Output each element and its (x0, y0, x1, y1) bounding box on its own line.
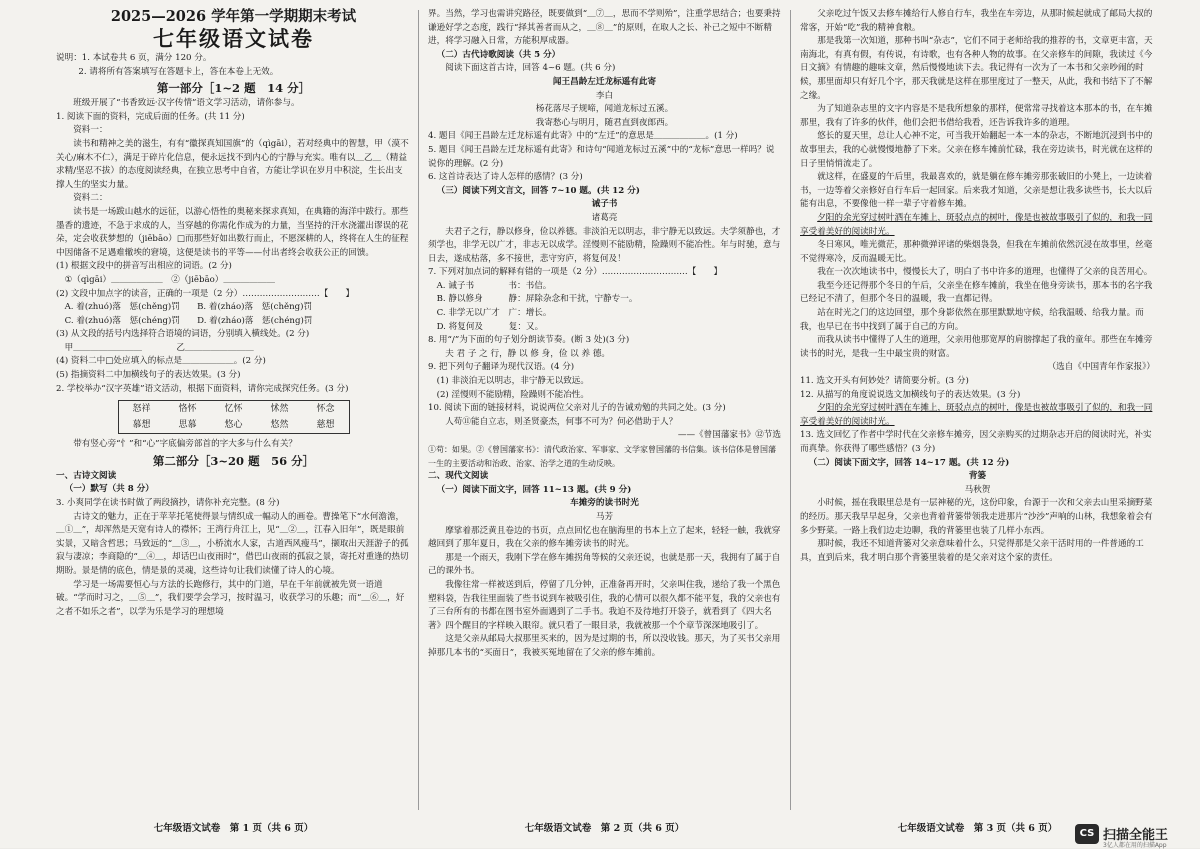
page-footer: 七年级语文试卷 第 2 页（共 6 页） (524, 823, 685, 834)
character-cell: 恪怀 (178, 404, 197, 415)
subsection-heading: （三）阅读下列文言文，回答 7~10 题。(共 12 分) (436, 185, 640, 196)
task-1-blanks: ①（qìgāi）＿＿＿＿＿＿ ②（jiēbāo）＿＿＿＿＿＿ (64, 274, 275, 285)
question-8-sentence: 夫 君 子 之 行，静 以 修 身，俭 以 养 德。 (445, 348, 611, 359)
page-footer: 七年级语文试卷 第 3 页（共 6 页） (897, 823, 1058, 834)
character-cell: 怀念 (316, 404, 335, 415)
question-7: 7. 下列对加点词的解释有错的一项是（2 分）…………………………【 】 (428, 267, 723, 278)
task-2: (2) 文段中加点字的读音，正确的一项是（2 分）………………………【 】 (56, 288, 355, 299)
subsection-heading: （二）古代诗歌阅读（共 5 分） (436, 49, 561, 60)
material-2-text: 读书是一场跋山越水的远征，以游心悟性的奥秘来探求真知，在典籍的海洋中跋行。那些墨香的遗迹，不急于求成的人，当穿越的你需化作成为的力量，当坚持的汗水浇灌出谬误的花朵，定会收获梦想的（jiēbāo）□而那些好如出数行而止，不愿深耕的人，终将在人生的征程中因储备不足遇难辙埃的窘境，这便是读书的平等——付出者终会收获公正的回馈。 (56, 206, 409, 258)
activity-intro: 班级开展了“书香致远·汉字传情”语文学习活动，请你参与。 (73, 98, 300, 109)
article-paragraph: 父亲吃过午饭又去修车摊给行人修自行车，我坐在车旁边，从那时候起就成了邮局大叔的常客，开始“吃”我的精神食粮。 (800, 9, 1153, 33)
character-cell: 忆怀 (224, 404, 243, 415)
character-cell: 怵然 (270, 404, 289, 415)
character-cell: 慈想 (316, 420, 335, 431)
question-10-quote: 人苟⑪能自立志，则圣贤豪杰，何事不可为？何必借助于人？ (445, 416, 678, 427)
instruction-1: 说明：1. 本试卷共 6 页，满分 120 分。 (56, 53, 212, 63)
question-1: 1. 阅读下面的资料，完成后面的任务。(共 11 分) (56, 111, 245, 122)
instruction-2: 2. 请将所有答案填写在答题卡上，答在本卷上无效。 (78, 66, 279, 77)
subsection-heading: （一）阅读下面文字，回答 11~13 题。(共 9 分) (436, 484, 632, 495)
question-3-passage-2: 学习是一场需要恒心与方法的长跑修行，其中的门道，早在千年前就被先贤一语道破。“学而时习之，＿⑤＿”，我们要学会学习，按时温习，收获学习的乐趣；而“＿⑥＿，好之者不如乐之者”，以学为乐是学习的理想境 (56, 579, 405, 617)
question-4: 4. 题目《闻王昌龄左迁龙标遥有此寄》中的“左迁”的意思是＿＿＿＿＿＿。(1 分) (428, 131, 738, 142)
article-paragraph: 摩挲着那泛黄且卷边的书页，点点回忆也在脑海里的书本上立了起来，轻轻一触，我就穿越回到了那年夏日，我在父亲的修车摊旁读书的时光。 (428, 525, 781, 550)
task-3: (3) 从文段的括号内选择符合语境的词语，分别填入横线处。(2 分) (56, 329, 310, 340)
question-2-prompt: 带有竖心旁“忄”和“心”字底偏旁部首的字大多与什么有关？ (73, 439, 298, 450)
character-cell: 悠心 (224, 420, 243, 431)
poem-author: 李白 (595, 90, 614, 101)
page-1-column (56, 8, 411, 820)
question-7-option-d: D. 将复何及 复：又。 (436, 321, 544, 332)
task-5: (5) 指摘资料二中加横线句子的表达效果。(3 分) (56, 370, 241, 381)
article-author: 马芳 (595, 511, 614, 522)
part-1-heading: 第一部分［1~2 题 14 分］ (156, 81, 311, 96)
question-3-passage-1: 古诗文的魅力，正在于苹苹托笔使得景与情织成一幅动人的画卷。曹操笔下“水何澹澹，＿①＿”，却浑然是天宽有诗人的襟怀；王湾行舟江上，见“＿②＿，江春入旧年”，既是眼前实景，又暗含哲思；马致远的“＿③＿，小桥流水人家，古道西风瘦马”，撷取出天涯游子的孤寂与凄凉；李商隐的“＿④＿，却话巴山夜雨时”，借巴山夜雨的孤寂之景，寄托对重逢的热切期盼。景是情的底色，情是景的灵魂，这些诗句让我们读懂了诗人的心境。 (56, 511, 409, 576)
subsection-heading: （一）默写（共 8 分） (64, 484, 154, 495)
article-paragraph: 小时候，摇在我眼里总是有一层神秘的光，这份印象，台源于一次和父亲去山里采摘野菜的经历。那天我早早起身，父亲也背着背篓带领我走进那片“沙沙”声响的山林，我想象着会有多少野菜。一路上我们边走边聊，我的背篓里也装了几样小东西。 (800, 498, 1153, 536)
task-3-blanks: 甲＿＿＿＿＿＿＿＿ 乙＿＿＿＿＿＿＿＿ (64, 342, 254, 353)
material-1-label: 资料一： (73, 125, 108, 136)
underlined-sentence: 夕阳的余光穿过树叶洒在车摊上，斑驳点点的树叶，像是也被故事吸引了似的，和我一同享受着美好的阅读时光。 (800, 212, 1153, 237)
task-2-options-ab: A. 着(zhuó)落 惩(chěng)罚 B. 着(zháo)落 惩(chěng)罚 (64, 302, 313, 313)
article-title: 车摊旁的读书时光 (570, 498, 639, 509)
task-2-options-cd: C. 着(zhuó)落 惩(chéng)罚 D. 着(zháo)落 惩(chéng)罚 (64, 315, 313, 326)
poem-line: 我寄愁心与明月，随君直到夜郎西。 (535, 117, 674, 128)
question-10: 10. 阅读下面的链接材料，说说两位父亲对儿子的告诫劝勉的共同之处。(3 分) (428, 403, 726, 414)
question-12-quote: 夕阳的余光穿过树叶洒在车摊上，斑驳点点的树叶，像是也被故事吸引了似的，和我一同享受着美好的阅读时光。 (800, 403, 1153, 427)
question-9-item-2: (2) 淫慢则不能励精，险躁则不能冶性。 (436, 389, 589, 400)
section-heading: 一、古诗文阅读 (56, 470, 117, 481)
article-paragraph: 我像往常一样被送到后，停留了几分钟，正准备再开时，父亲叫住我，递给了我一个黑色塑料袋，告我往里面装了些书说到车被吸引住，我的心情可以很久都不能平复，我的父亲也有了三台所有的书都在图书室外面遇到了二手书。我迫不及待地打开袋子，就看到了《四大名著》四个醒目的字样映入眼帘。就只看了一眼目录，我就被那一个个章节深深地吸引了。 (428, 579, 781, 631)
main-title: 七年级语文试卷 (153, 26, 314, 51)
character-table (118, 400, 350, 434)
article-paragraph: 我在一次次地读书中，慢慢长大了，明白了书中许多的道理，也懂得了父亲的良苦用心。 (817, 267, 1153, 278)
question-3-continued: 界。当然，学习也需讲究路径，既要做到“＿⑦＿，思而不学则殆”，注重学思结合；也要秉持谦逊好学之态度，践行“择其善者而从之，＿⑧＿”的原则，在取人之长、补己之短中不断精进，将学习融入日常，方能积厚成器。 (428, 9, 781, 47)
article-author: 马秋贺 (964, 484, 991, 495)
article-paragraph: 那是一个雨天，我刚下学在修车摊拐角等候的父亲还说，也就是那一天，我拥有了属于自己的课外书。 (428, 552, 781, 577)
article-paragraph: 就这样，在盛夏的午后里，我最喜欢的，就是躺在修车摊旁那张破旧的小凳上，一边读着书，一边等着父亲修好自行车后一起回家。后来我才知道，父亲是想让我多读些书，长大以后能有出息，不要像他一样一辈子守着修车摊。 (800, 172, 1153, 210)
character-cell: 思慕 (178, 420, 197, 431)
article-paragraph: 我至今还记得那个冬日的午后，父亲坐在修车摊前，我坐在他身旁读书，那本书的名字我已经记不清了，但那个冬日的温暖，我一直都记得。 (800, 280, 1153, 305)
scanner-tagline: 3亿人都在用的扫描App (1103, 842, 1167, 849)
material-1-text: 读书和精神之美的滋生，有有“徽探真知国旗”的（qìgāi），若对经典中的智慧，甲（漠不关心/麻木不仁），满足于碎片化信息，便永远找不到内心的宁静与充实。唯有以＿乙＿（精益求精/坚忍不拔）的态度阅读经典，在独立思考中自省，方能让学识在岁月中积淀，生长出支撑人生的坚实力量。 (56, 138, 409, 190)
prose-title: 诫子书 (591, 199, 618, 210)
prose-author: 诸葛亮 (591, 212, 618, 223)
question-10-note: ①苟：如果。②《曾国藩家书》：清代政治家、军事家、文学家曾国藩的书信集。该书信体是曾国藩一生的主要活动和治政、治家、治学之道的生动反映。 (428, 445, 776, 468)
character-cell: 怒祥 (132, 404, 151, 415)
article-paragraph: 冬日寒风，唯光微茫，那种微弹评诸的柴烟袅袅，但我在车摊前依然沉浸在故事里，丝毫不觉得寒冷，反而温暖无比。 (800, 240, 1153, 264)
scanner-watermark (1075, 824, 1195, 849)
question-3: 3. 小爽同学在读书时做了两段摘抄，请你补充完整。(8 分) (56, 498, 280, 509)
subsection-heading: （二）阅读下面文字，回答 14~17 题。(共 12 分) (808, 457, 1010, 468)
question-7-option-a: A. 诫子书 书：书信。 (436, 280, 552, 291)
character-row (119, 417, 349, 433)
question-6: 6. 这首诗表达了诗人怎样的感情？(3 分) (428, 172, 583, 183)
section-heading: 二、现代文阅读 (428, 471, 489, 482)
article-title: 背篓 (968, 471, 987, 482)
exam-title: 2025—2026 学年第一学期期末考试 (110, 8, 357, 25)
character-cell: 慕想 (132, 420, 151, 431)
article-paragraph: 这是父亲从邮局大叔那里买来的，因为是过期的书，所以没收钱。那天，为了买书父亲用掉那几本书的“买面日”，我被买冤地留在了父亲的修车摊前。 (428, 634, 781, 658)
poem-title: 闻王昌龄左迁龙标遥有此寄 (552, 76, 657, 87)
article-paragraph: 悠长的夏天里，总让人心神不定，可当我开始翻起一本一本的杂志，不断地沉浸到书中的故事里去，我的心就慢慢地静了下来。父亲在修车摊前忙碌，我在旁边读书，时光就在这样的日子里悄悄流走了。 (800, 131, 1153, 169)
question-10-source: ——《曾国藩家书》⑫节选 (677, 430, 781, 441)
task-1: (1) 根据文段中的拼音写出相应的词语。(2 分) (56, 261, 232, 272)
task-4: (4) 资料二中□处应填入的标点是＿＿＿＿＿＿。(2 分) (56, 356, 266, 367)
question-11: 11. 选文开头有何妙处？请简要分析。(3 分) (800, 376, 969, 387)
question-9: 9. 把下列句子翻译为现代汉语。(4 分) (428, 362, 575, 373)
column-divider (790, 10, 791, 810)
question-12: 12. 从描写的角度说说选文加横线句子的表达效果。(3 分) (800, 389, 1021, 400)
scanner-logo-icon: CS (1075, 824, 1099, 844)
question-5: 5. 题目《闻王昌龄左迁龙标遥有此寄》和诗句“闻道龙标过五溪”中的“龙标”意思一样吗？说说你的理解。(2 分) (428, 144, 775, 169)
question-7-option-c: C. 非学无以广才 广：增长。 (436, 308, 552, 319)
part-2-heading: 第二部分［3~20 题 56 分］ (152, 453, 315, 468)
article-paragraph: 那是我第一次知道，那种书叫“杂志”，它们不同于老师给我的推荐的书，文章更丰富，天南海北，有真有假，有传说，有诗歌，也有各种人物的故事。在父亲修车的间隙，我读过《今日文摘》有情趣的趣味文章，然后慢慢地读下去。我记得有一次为了一本书和父亲吵闹的时候，那里面却只有好几个字，那天我就是这样在那里度过了一整天，从此，我和书结下了不解之缘。 (800, 36, 1153, 101)
poem-instruction: 阅读下面这首古诗，回答 4~6 题。(共 6 分) (445, 63, 616, 74)
article-paragraph: 那时候，我还不知道背篓对父亲意味着什么，只觉得那是父亲干活时用的一件普通的工具，直到后来，我才明白那个背篓里装着的是父亲对这个家的责任。 (800, 539, 1144, 563)
page-3-column (800, 8, 1155, 820)
material-2-label: 资料二： (73, 193, 108, 204)
article-paragraph: 而我从读书中懂得了人生的道理，父亲用他那宽厚的肩膀撑起了我的童年。那些在车摊旁读书的时光，是我一生中最宝贵的财富。 (800, 335, 1153, 359)
article-source: （选自《中国青年作家报》） (1047, 362, 1155, 373)
question-2: 2. 学校举办“汉字英雄”语文活动，根据下面资料，请你完成探究任务。(3 分) (56, 383, 349, 394)
prose-text: 夫君子之行，静以修身，俭以养德。非淡泊无以明志，非宁静无以致远。夫学须静也，才须学也，非学无以广才，非志无以成学。淫慢则不能励精，险躁则不能冶性。年与时驰，意与日去，遂成枯落，多不接世，悲守穷庐，将复何及！ (428, 226, 781, 264)
question-13: 13. 选文回忆了作者中学时代在父亲修车摊旁，因父亲购买的过期杂志开启的阅读时光，补实而真挚。你获得了哪些感悟？(3 分) (800, 430, 1152, 454)
question-7-option-b: B. 静以修身 静：屏除杂念和干扰，宁静专一。 (436, 294, 638, 305)
question-9-item-1: (1) 非淡泊无以明志，非宁静无以致远。 (436, 376, 589, 387)
page-footer: 七年级语文试卷 第 1 页（共 6 页） (153, 823, 314, 834)
column-divider (418, 10, 419, 810)
page-2-column (428, 8, 781, 820)
article-paragraph: 为了知道杂志里的文字内容是不是我所想象的那样，便常常寻找着这本那本的书，在车摊那里，我有了许多的伙伴，他们会把书借给我看，还告诉我许多的道理。 (800, 104, 1153, 128)
character-row (119, 401, 349, 417)
poem-line: 杨花落尽子规啼，闻道龙标过五溪。 (535, 104, 674, 115)
character-cell: 悠然 (270, 420, 289, 431)
question-8: 8. 用“/”为下面的句子划分朗读节奏。(断 3 处)(3 分) (428, 335, 630, 346)
article-paragraph: 站在时光之门的这边回望，那个身影依然在那里默默地守候，给我温暖、给我力量。而我，也早已在书中找到了属于自己的方向。 (800, 308, 1144, 332)
scanner-app-name: 扫描全能王 (1103, 828, 1169, 843)
